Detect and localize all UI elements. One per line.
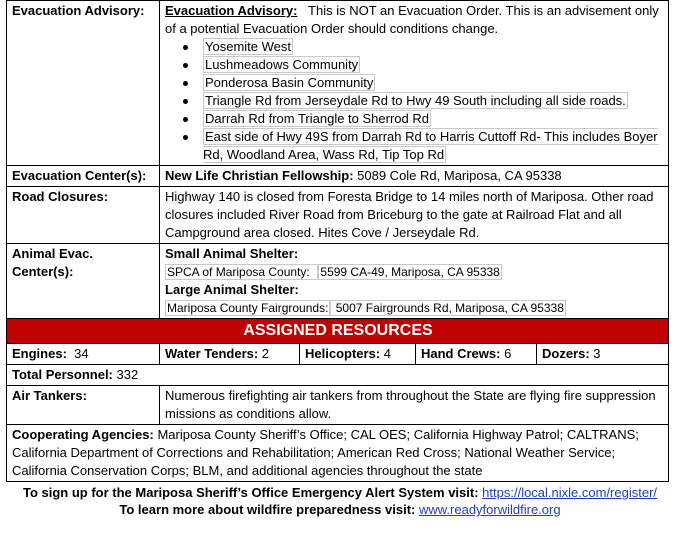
bullet-icon bbox=[183, 99, 188, 104]
bullet-icon bbox=[183, 135, 188, 140]
footer bbox=[0, 484, 680, 518]
cooperating-text: Mariposa County Sheriff’s Office; CAL OES; California Highway Patrol; CALTRANS; California Department of Corrections and Rehabilitation; American Red Cross; National Weather Service; California Conservation Corps; BLM, and additional agencies throughout the state bbox=[12, 427, 639, 478]
advisory-intro: This is NOT an Evacuation Order. This is an advisement only of a potential Evacuation Order should conditions change. bbox=[165, 3, 663, 36]
preparedness-text: To learn more about wildfire preparedness visit: bbox=[119, 502, 419, 517]
crews-value: 6 bbox=[500, 346, 512, 361]
engines-cell bbox=[7, 344, 160, 365]
preparedness-line bbox=[0, 501, 680, 518]
dozers-label: Dozers: bbox=[542, 346, 590, 361]
crews-label: Hand Crews: bbox=[421, 346, 501, 361]
road-closures-label: Road Closures: bbox=[7, 187, 160, 244]
bullet-icon bbox=[183, 45, 188, 50]
tenders-label: Water Tenders: bbox=[165, 346, 259, 361]
list-item bbox=[183, 110, 664, 128]
evac-center-name: New Life Christian Fellowship: bbox=[165, 168, 354, 183]
advisory-area-list bbox=[165, 38, 664, 164]
area-text: Lushmeadows Community bbox=[205, 57, 359, 72]
area-text: East side of Hwy 49S from Darrah Rd to Harris Cuttoff Rd- This includes Boyer Rd, Woodland Area, Wass Rd, Tip Top Rd bbox=[203, 129, 658, 162]
large-animal-line bbox=[165, 299, 664, 317]
helicopters-label: Helicopters: bbox=[305, 346, 381, 361]
helicopters-value: 4 bbox=[380, 346, 391, 361]
list-item bbox=[183, 128, 664, 164]
animal-row bbox=[7, 244, 669, 319]
large-animal-address: 5007 Fairgrounds Rd, Mariposa, CA 95338 bbox=[332, 301, 564, 315]
evac-center-label: Evacuation Center(s): bbox=[7, 166, 160, 187]
small-animal-heading: Small Animal Shelter: bbox=[165, 246, 299, 261]
area-text: Yosemite West bbox=[205, 39, 291, 54]
dozers-value: 3 bbox=[589, 346, 601, 361]
large-animal-name: Mariposa County Fairgrounds: bbox=[167, 301, 329, 315]
alert-signup-link[interactable]: https://local.nixle.com/register/ bbox=[482, 485, 658, 500]
cooperating-cell bbox=[7, 425, 669, 482]
resources-banner: ASSIGNED RESOURCES bbox=[7, 319, 669, 344]
air-tankers-label: Air Tankers: bbox=[7, 386, 160, 425]
helicopters-cell bbox=[300, 344, 416, 365]
engines-label: Engines: bbox=[12, 346, 67, 361]
advisory-content bbox=[160, 1, 669, 166]
list-item bbox=[183, 92, 664, 110]
advisory-label: Evacuation Advisory: bbox=[7, 1, 160, 166]
road-closures-row bbox=[7, 187, 669, 244]
air-tankers-text: Numerous firefighting air tankers from throughout the State are flying fire suppression missions as conditions allow. bbox=[160, 386, 669, 425]
air-tankers-row bbox=[7, 386, 669, 425]
resources-banner-row bbox=[7, 319, 669, 344]
alert-text: To sign up for the Mariposa Sheriff’s Office Emergency Alert System visit: bbox=[22, 485, 483, 500]
personnel-cell bbox=[7, 365, 669, 386]
crews-cell bbox=[416, 344, 537, 365]
area-text: Ponderosa Basin Community bbox=[205, 75, 374, 90]
personnel-label: Total Personnel: bbox=[12, 367, 113, 382]
advisory-row bbox=[7, 1, 669, 166]
incident-table bbox=[6, 0, 669, 482]
evac-center-row bbox=[7, 166, 669, 187]
list-item bbox=[183, 38, 664, 56]
cooperating-row bbox=[7, 425, 669, 482]
advisory-heading: Evacuation Advisory: bbox=[165, 3, 298, 18]
bullet-icon bbox=[183, 117, 188, 122]
cooperating-label: Cooperating Agencies: bbox=[12, 427, 154, 442]
tenders-value: 2 bbox=[258, 346, 270, 361]
personnel-value: 332 bbox=[112, 367, 139, 382]
alert-line bbox=[0, 484, 680, 501]
small-animal-line bbox=[165, 263, 664, 281]
preparedness-link[interactable]: www.readyforwildfire.org bbox=[418, 502, 561, 517]
evac-center-address: 5089 Cole Rd, Mariposa, CA 95338 bbox=[353, 168, 562, 183]
area-text: Triangle Rd from Jerseydale Rd to Hwy 49 South including all side roads. bbox=[205, 93, 626, 108]
evac-center-content bbox=[160, 166, 669, 187]
large-animal-heading: Large Animal Shelter: bbox=[165, 282, 299, 297]
bullet-icon bbox=[183, 63, 188, 68]
dozers-cell bbox=[537, 344, 669, 365]
resources-counts-row bbox=[7, 344, 669, 365]
engines-value: 34 bbox=[66, 346, 89, 361]
animal-content bbox=[160, 244, 669, 319]
road-closures-text: Highway 140 is closed from Foresta Bridge to 14 miles north of Mariposa. Other road closures included River Road from Briceburg to the gate at Railroad Flat and all Campground area closed. Hites Cove / Jerseydale Rd. bbox=[160, 187, 669, 244]
small-animal-address: 5599 CA-49, Mariposa, CA 95338 bbox=[320, 265, 500, 279]
bullet-icon bbox=[183, 81, 188, 86]
personnel-row bbox=[7, 365, 669, 386]
tenders-cell bbox=[160, 344, 300, 365]
area-text: Darrah Rd from Triangle to Sherrod Rd bbox=[205, 111, 429, 126]
animal-label: Animal Evac. Center(s): bbox=[7, 244, 160, 319]
list-item bbox=[183, 56, 664, 74]
small-animal-name: SPCA of Mariposa County: bbox=[167, 265, 317, 279]
list-item bbox=[183, 74, 664, 92]
